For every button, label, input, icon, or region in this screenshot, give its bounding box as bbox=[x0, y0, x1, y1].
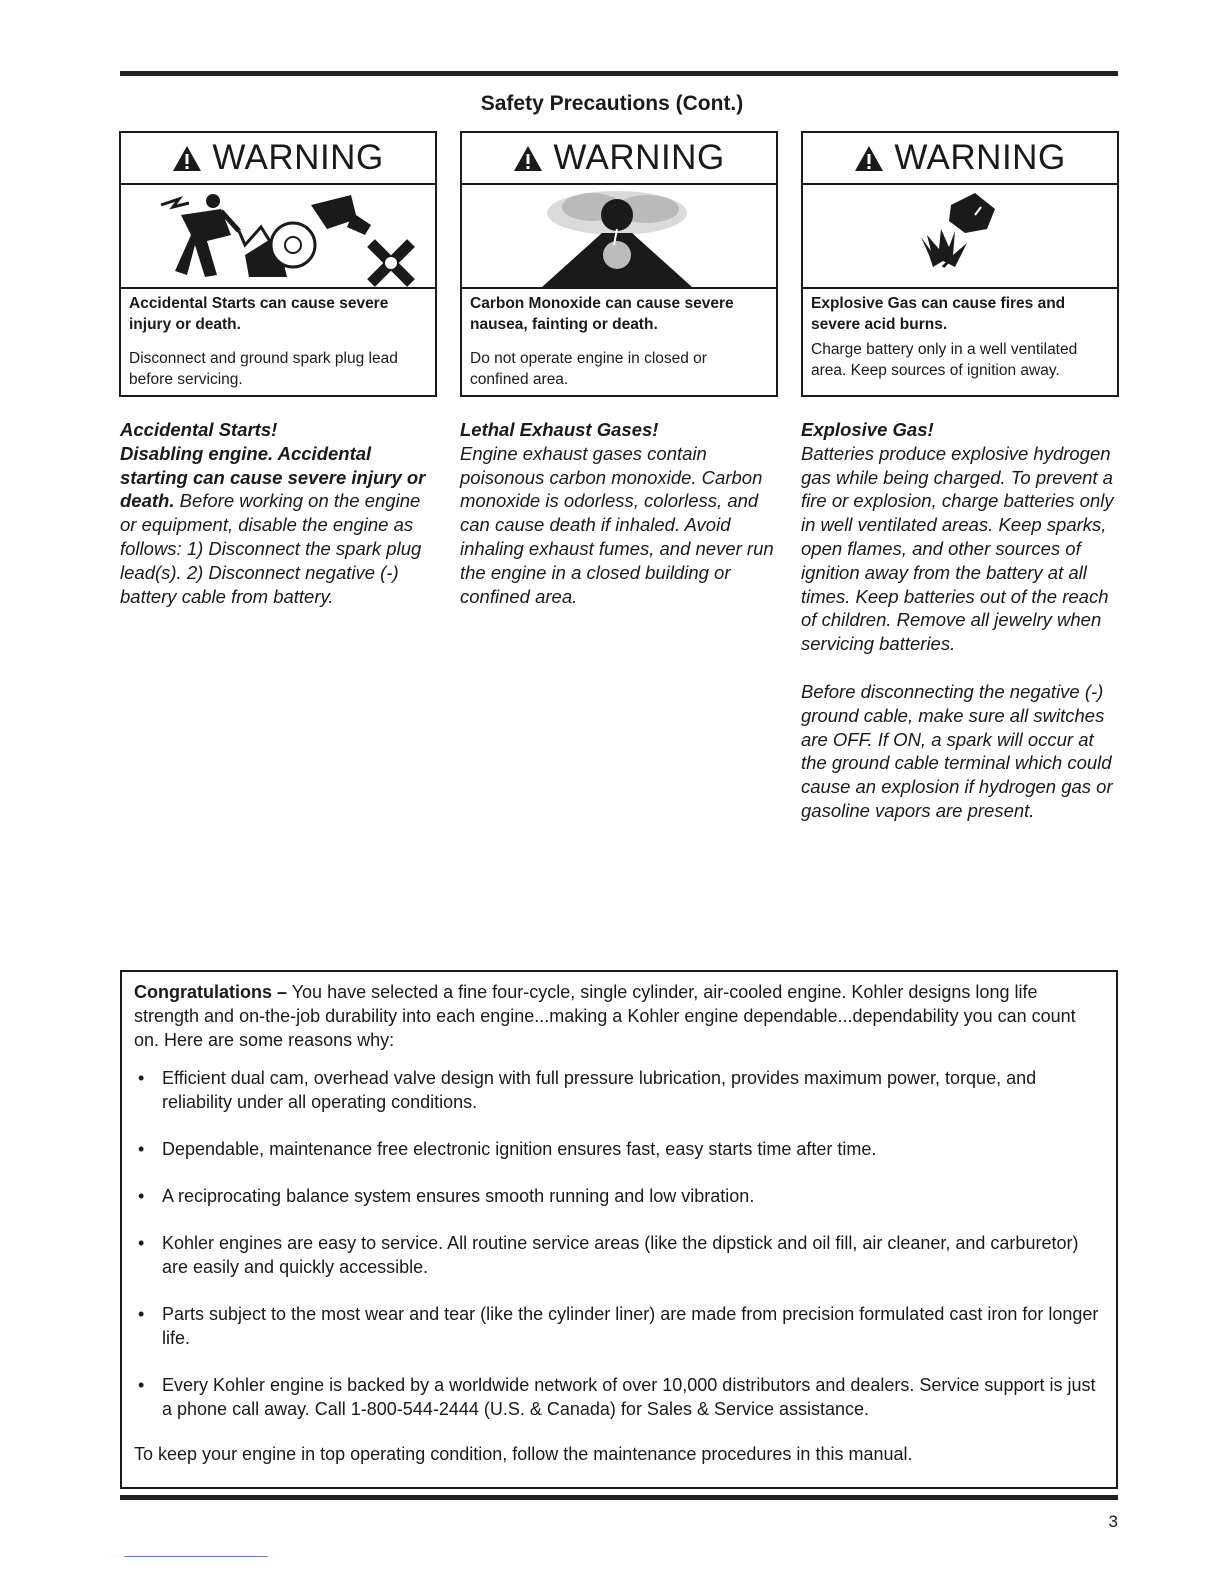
warning-header bbox=[462, 133, 776, 185]
congratulations-box bbox=[120, 970, 1118, 1489]
page-number: 3 bbox=[1108, 1512, 1118, 1531]
list-item: • A reciprocating balance system ensures smooth running and low vibration. bbox=[138, 1186, 755, 1206]
section-bold-text: Disabling engine. Accidental starting can cause severe injury or death. bbox=[120, 442, 426, 512]
congrats-lead: Congratulations – bbox=[134, 982, 288, 1002]
list-item: • Parts subject to the most wear and tear (like the cylinder liner) are made from precision formulated cast iron for longer life. bbox=[138, 1304, 1099, 1348]
list-item-text: A reciprocating balance system ensures smooth running and low vibration. bbox=[162, 1186, 755, 1206]
electric-shock-fan-icon bbox=[121, 185, 435, 289]
warning-triangle-icon bbox=[854, 145, 884, 172]
warning-body-text: Disconnect and ground spark plug lead before servicing. bbox=[129, 350, 398, 388]
top-rule bbox=[120, 71, 1118, 76]
bottom-rule bbox=[120, 1495, 1118, 1500]
warning-triangle-icon bbox=[172, 145, 202, 172]
list-item-text: Parts subject to the most wear and tear (like the cylinder liner) are made from precision formulated cast iron for longer life. bbox=[162, 1304, 1099, 1348]
warning-header bbox=[121, 133, 435, 185]
warning-heading: WARNING bbox=[894, 138, 1066, 177]
section-text: Batteries produce explosive hydrogen gas while being charged. To prevent a fire or explosion, charge batteries only in well ventilated areas. Keep sparks, open flames, and other sources of ignition away from the battery at all times. Keep batteries out of the reach of children. Remove all jewelry when servicing batteries. bbox=[801, 442, 1114, 655]
section-body bbox=[120, 442, 440, 609]
exhaust-fumes-person-icon bbox=[462, 185, 776, 289]
warning-heading: WARNING bbox=[212, 138, 384, 177]
lethal-exhaust-section bbox=[460, 418, 780, 608]
warning-body-text: Charge battery only in a well ventilated area. Keep sources of ignition away. bbox=[811, 341, 1078, 379]
warning-body-text: Do not operate engine in closed or confined area. bbox=[470, 350, 707, 388]
footer-line bbox=[124, 1556, 268, 1557]
list-item: • Every Kohler engine is backed by a worldwide network of over 10,000 distributors and dealers. Service support is just a phone call away. Call 1-800-544-2444 (U.S. & Canada) for Sales & Service assistance. bbox=[138, 1375, 1096, 1419]
warning-heading: WARNING bbox=[553, 138, 725, 177]
warning-box-carbon-monoxide bbox=[460, 131, 778, 397]
warning-box-explosive-gas bbox=[801, 131, 1119, 397]
section-text: Engine exhaust gases contain poisonous carbon monoxide. Carbon monoxide is odorless, colorless, and can cause death if inhaled. Avoid inhaling exhaust fumes, and never run the engine in a closed building or confined area. bbox=[460, 442, 774, 607]
section-heading: Lethal Exhaust Gases! bbox=[460, 419, 659, 440]
accidental-starts-section bbox=[120, 418, 440, 608]
warning-bold-text: Explosive Gas can cause fires and severe acid burns. bbox=[811, 295, 1066, 333]
list-item-text: Dependable, maintenance free electronic ignition ensures fast, easy starts time after time. bbox=[162, 1139, 877, 1159]
warning-triangle-icon bbox=[513, 145, 543, 172]
warning-bold-text: Carbon Monoxide can cause severe nausea, fainting or death. bbox=[470, 295, 734, 333]
list-item-text: Kohler engines are easy to service. All routine service areas (like the dipstick and oil fill, air cleaner, and carburetor) are easily and quickly accessible. bbox=[162, 1233, 1079, 1277]
list-item: • Kohler engines are easy to service. All routine service areas (like the dipstick and oil fill, air cleaner, and carburetor) are easily and quickly accessible. bbox=[138, 1233, 1079, 1277]
congrats-closing: To keep your engine in top operating condition, follow the maintenance procedures in this manual. bbox=[134, 1444, 913, 1464]
section-text-2: Before disconnecting the negative (-) ground cable, make sure all switches are OFF. If ON, a spark will occur at the ground cable terminal which could cause an explosion if hydrogen gas or gasoline vapors are present. bbox=[801, 680, 1113, 821]
reasons-list bbox=[134, 1066, 1104, 1421]
section-heading: Explosive Gas! bbox=[801, 419, 934, 440]
list-item-text: Every Kohler engine is backed by a worldwide network of over 10,000 distributors and dealers. Service support is just a phone call away. Call 1-800-544-2444 (U.S. & Canada) for Sales & Service assistance. bbox=[162, 1375, 1096, 1419]
section-text: Before working on the engine or equipment, disable the engine as follows: 1) Disconnect the spark plug lead(s). 2) Disconnect negative (-) battery cable from battery. bbox=[120, 490, 422, 607]
warning-box-accidental-starts bbox=[119, 131, 437, 397]
list-item-text: Efficient dual cam, overhead valve design with full pressure lubrication, provides maximum power, torque, and reliability under all operating conditions. bbox=[162, 1068, 1037, 1112]
list-item: • Dependable, maintenance free electronic ignition ensures fast, easy starts time after time. bbox=[138, 1139, 877, 1159]
list-item: • Efficient dual cam, overhead valve design with full pressure lubrication, provides maximum power, torque, and reliability under all operating conditions. bbox=[138, 1068, 1037, 1112]
battery-explosion-icon bbox=[803, 185, 1117, 289]
page-title: Safety Precautions (Cont.) bbox=[480, 92, 744, 115]
explosive-gas-section bbox=[801, 418, 1123, 823]
congrats-intro bbox=[134, 980, 1104, 1052]
warning-bold-text: Accidental Starts can cause severe injury or death. bbox=[129, 295, 389, 333]
congrats-intro-text: You have selected a fine four-cycle, single cylinder, air-cooled engine. Kohler designs long life strength and on-the-job durability into each engine...making a Kohler engine dependable...dependability you can count on. Here are some reasons why: bbox=[134, 982, 1076, 1050]
warning-header bbox=[803, 133, 1117, 185]
section-heading: Accidental Starts! bbox=[120, 419, 278, 440]
